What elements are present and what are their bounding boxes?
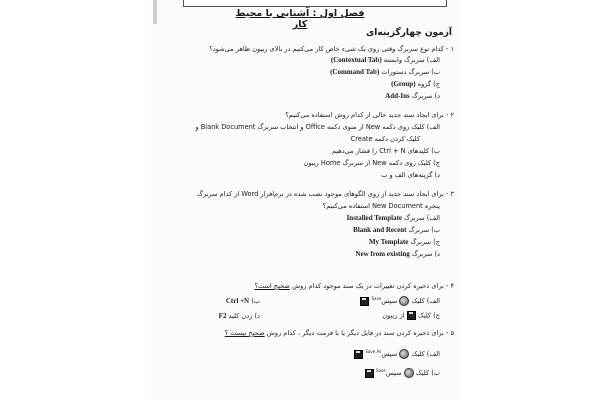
question-4	[254, 283, 454, 290]
option-en: Blank and Recent	[353, 226, 407, 234]
option-label: الف) کلیک	[411, 297, 440, 305]
question-5	[225, 330, 454, 337]
option-en: (Contextual Tab)	[330, 56, 382, 64]
q2-option-c: ج) کلیک روی دکمه New از سربرگ Home ریبون	[303, 159, 440, 167]
save-icon	[360, 297, 369, 306]
q3-option-c	[369, 239, 440, 246]
question-number: ۲ -	[445, 111, 454, 119]
q3-option-d	[355, 251, 440, 258]
option-then: سپس	[381, 350, 398, 358]
question-2	[285, 112, 454, 119]
option-label: ب) سربرگ دستورات	[381, 68, 440, 76]
option-en: Add-Ins	[385, 92, 410, 100]
question-number: ۱ -	[445, 45, 454, 53]
question-number: ۳ -	[445, 190, 454, 198]
q1-option-d	[385, 93, 440, 100]
option-label: الف) کلیک	[411, 350, 440, 358]
option-sup: Save	[375, 367, 386, 373]
option-then: از ریبون	[382, 311, 405, 320]
save-icon	[365, 369, 374, 378]
option-label: ج) کلیک	[417, 311, 440, 320]
option-en: My Template	[368, 238, 409, 246]
question-text: برای ذخیره کردن تغییرات در یک سند موجود کدام روش	[292, 282, 444, 290]
q4-option-a	[360, 296, 440, 306]
option-then: سپس	[385, 369, 402, 377]
option-label: د) سربرگ	[411, 92, 440, 100]
question-text: برای ذخیره کردن سند در فایل دیگر یا با فرمت دیگر ، کدام روش	[266, 329, 444, 337]
q4-option-d	[219, 313, 260, 320]
q5-option-b	[365, 368, 440, 378]
question-text: برای ایجاد سند جدید خالی از کدام روش استفاده می‌کنیم؟	[285, 111, 444, 119]
save-icon	[407, 311, 416, 320]
office-button-icon	[399, 296, 409, 306]
option-label: د) سربرگ	[411, 250, 440, 258]
chapter-title: فصل اول : آشنایی با محیط کار	[235, 8, 365, 30]
option-en: New from existing	[355, 250, 410, 258]
q4-option-c	[382, 311, 440, 320]
q2-option-a: الف) کلیک روی دکمه New از منوی دکمه Office و انتخاب سربرگ Blank Document و	[195, 123, 440, 131]
option-label: د) زدن کلید	[228, 312, 260, 320]
question-emphasis: صحیح است؟	[254, 282, 290, 290]
save-as-icon	[354, 350, 363, 359]
question-number: ۵ -	[445, 329, 454, 337]
q1-option-b	[330, 69, 440, 76]
option-label: ب) سربرگ	[408, 226, 440, 234]
option-sup: Save As	[365, 348, 382, 354]
q3-option-a	[347, 215, 440, 222]
option-label: الف) سربرگ وابسته	[383, 56, 440, 64]
question-text: برای ایجاد سند جدید از روی الگوهای موجود نصب شده در نرم‌افزار Word از کدام سربرگ	[197, 190, 444, 198]
option-label: ب) کلیک	[415, 369, 440, 377]
option-sup: Save	[371, 295, 382, 301]
q2-option-b: ب) کلیدهای Ctrl + N را فشار می‌دهیم	[331, 147, 440, 155]
question-number: ۴ -	[445, 282, 454, 290]
header-box	[183, 0, 447, 7]
q2-option-d: د) گزینه‌های الف و ب	[381, 171, 440, 179]
q2-option-a-cont: کلیک کردن دکمه Create	[350, 135, 420, 143]
option-label: ب)	[251, 297, 260, 305]
option-en: Ctrl +N	[225, 297, 250, 305]
option-en: (Group)	[391, 80, 416, 88]
q1-option-c	[391, 81, 440, 88]
option-en: F2	[218, 312, 227, 320]
question-1	[209, 46, 454, 53]
option-then: سپس	[381, 297, 398, 305]
question-emphasis: صحیح نیست ؟	[224, 329, 265, 337]
section-title: آزمون چهارگزینه‌ای	[366, 28, 452, 38]
question-text: کدام نوع سربرگ وقتی روی یک شیء خاص کار می‌کنیم در بالای ریبون ظاهر می‌شود؟	[209, 45, 444, 53]
option-en: (Command Tab)	[330, 68, 380, 76]
option-label: ج) گروه	[417, 80, 440, 88]
option-label: الف) سربرگ	[404, 214, 440, 222]
office-button-icon	[404, 368, 414, 378]
q3-option-b	[353, 227, 440, 234]
question-3	[197, 191, 454, 198]
q4-option-b	[226, 298, 260, 305]
page-edge-mark	[153, 0, 157, 24]
q5-option-a	[354, 349, 440, 359]
option-label: ج) سربرگ	[410, 238, 440, 246]
question-3-cont: پنجره New Document استفاده می‌کنیم؟	[322, 202, 440, 210]
option-en: Installed Template	[346, 214, 403, 222]
office-button-icon	[399, 349, 409, 359]
q1-option-a	[331, 57, 440, 64]
